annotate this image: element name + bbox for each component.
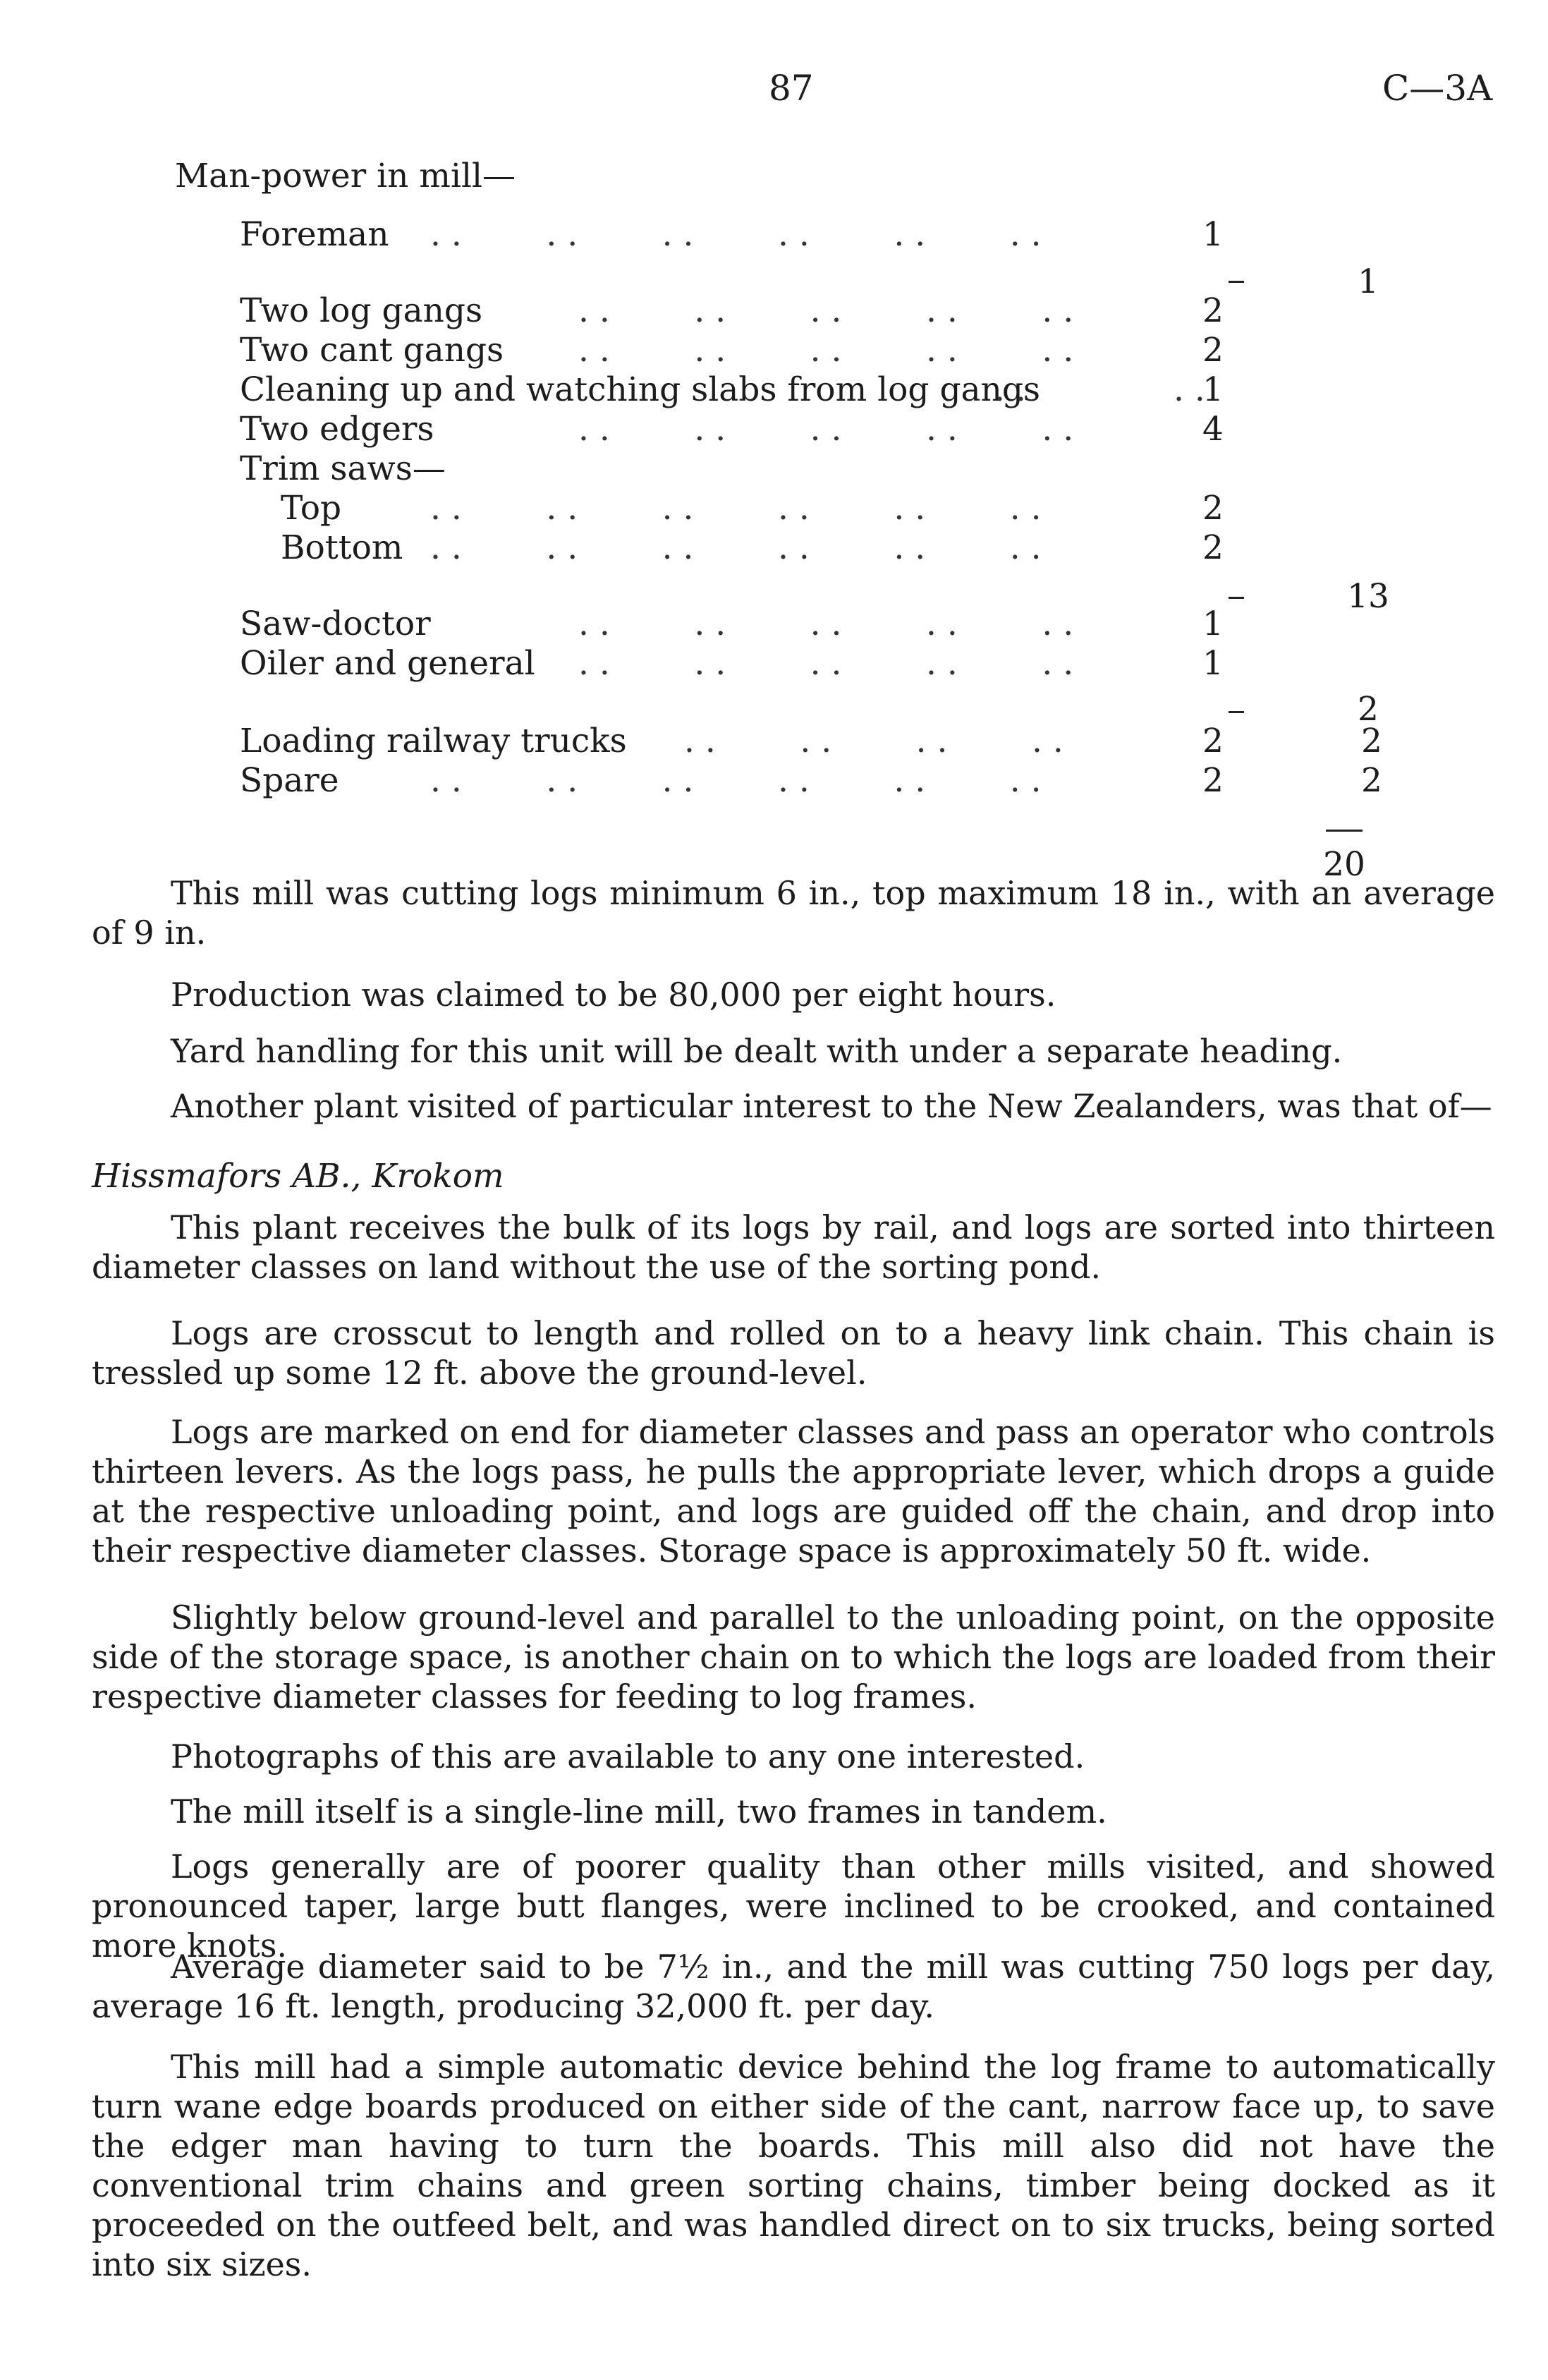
row-label: Bottom: [281, 528, 403, 567]
row-value: 1: [1202, 215, 1224, 254]
leader-dots: . . . . . . . .: [684, 722, 1064, 760]
table-title: Man-power in mill—: [175, 157, 516, 195]
row-value: 2: [1202, 489, 1224, 528]
row-label: Trim saws—: [240, 449, 446, 488]
leader-dots: . . . .: [994, 370, 1205, 409]
table-row: [240, 449, 1439, 489]
subtotal-foreman: 1: [1358, 262, 1379, 301]
row-label: Two cant gangs: [240, 331, 504, 370]
leader-dots: . . . . . . . . . .: [578, 644, 1074, 683]
paragraph: Production was claimed to be 80,000 per eight hours.: [171, 976, 1056, 1014]
paragraph: Average diameter said to be 7½ in., and the mill was cutting 750 logs per day, average 16 ft. length, producing 32,000 ft. per day.: [92, 1948, 1495, 2025]
row-label: Two edgers: [240, 410, 434, 449]
table-row: [240, 644, 1439, 684]
table-row: [240, 410, 1439, 449]
row-label: Oiler and general: [240, 644, 535, 683]
leader-dots: . . . . . . . . . .: [578, 605, 1074, 643]
paragraph: Yard handling for this unit will be dealt with under a separate heading.: [171, 1032, 1343, 1070]
total-rule: [1326, 830, 1363, 832]
table-row: [240, 722, 1439, 761]
row-value: 4: [1202, 410, 1224, 449]
leader-dots: . . . . . . . . . .: [578, 331, 1074, 370]
leader-dots: . . . . . . . . . . . .: [430, 215, 1042, 254]
paragraph: This plant receives the bulk of its logs by rail, and logs are sorted into thirteen diameter classes on land without the use of the sorting pond.: [92, 1208, 1495, 1286]
paragraph: Slightly below ground-level and parallel to the unloading point, on the opposite side of the storage space, is another chain on to which the logs are loaded from their respective diameter classes for feeding to log frames.: [92, 1598, 1495, 1716]
page-number: 87: [769, 68, 814, 109]
section-heading: Hissmafors AB., Krokom: [92, 1157, 504, 1196]
paragraph: Another plant visited of particular interest to the New Zealanders, was that of—: [171, 1087, 1492, 1125]
paragraph: Photographs of this are available to any one interested.: [171, 1737, 1085, 1775]
table-row: [240, 291, 1439, 331]
leader-dots: . . . . . . . . . . . .: [430, 528, 1042, 567]
subtotal-rule: [1229, 281, 1244, 283]
subtotal-rule: [1229, 597, 1244, 599]
table-row: [240, 761, 1439, 801]
row-label: Top: [281, 489, 342, 528]
subtotal-rule: [1229, 711, 1244, 713]
row-value: 1: [1202, 370, 1224, 409]
table-row: [240, 605, 1439, 644]
row-value: 2: [1202, 291, 1224, 330]
row-value: 1: [1202, 605, 1224, 643]
paragraph: Logs are crosscut to length and rolled on to a heavy link chain. This chain is tressled up some 12 ft. above the ground-level.: [92, 1314, 1495, 1392]
row-label: Foreman: [240, 215, 389, 254]
table-row: [240, 215, 1439, 255]
paragraph: Logs are marked on end for diameter classes and pass an operator who controls thirteen levers. As the logs pass, he pulls the appropriate lever, which drops a guide at the respective unloading point, and logs are guided off the chain, and drop into their respective diameter classes. Storage space is approximately 50 ft. wide.: [92, 1413, 1495, 1570]
paragraph: This mill had a simple automatic device behind the log frame to automatically turn wane edge boards produced on either side of the cant, narrow face up, to save the edger man having to turn the boards. This mill also did not have the conventional trim chains and green sorting chains, timber being docked as it proceeded on the outfeed belt, and was handled direct on to six trucks, being sorted into six sizes.: [92, 2048, 1495, 2283]
leader-dots: . . . . . . . . . .: [578, 410, 1074, 449]
row-value: 2: [1202, 761, 1224, 800]
paragraph: The mill itself is a single-line mill, two frames in tandem.: [171, 1792, 1107, 1830]
paragraph: Logs generally are of poorer quality than other mills visited, and showed pronounced taper, large butt flanges, were inclined to be crooked, and contained more knots.: [92, 1847, 1495, 1965]
row-label: Saw-doctor: [240, 605, 431, 643]
table-row: [240, 370, 1439, 410]
row-label: Spare: [240, 761, 339, 800]
leader-dots: . . . . . . . . . . . .: [430, 761, 1042, 800]
leader-dots: . . . . . . . . . .: [578, 291, 1074, 330]
row-value: 1: [1202, 644, 1224, 683]
row-label: Loading railway trucks: [240, 722, 627, 760]
paragraph: This mill was cutting logs minimum 6 in., top maximum 18 in., with an average of 9 in.: [92, 874, 1495, 952]
leader-dots: . . . . . . . . . . . .: [430, 489, 1042, 528]
subtotal-doctor: 2: [1358, 690, 1379, 729]
grand-total: 20: [1323, 845, 1365, 884]
row-value: 2: [1202, 331, 1224, 370]
row-subtotal: 2: [1361, 722, 1382, 760]
row-label: Cleaning up and watching slabs from log gangs: [240, 370, 1041, 409]
row-label: Two log gangs: [240, 291, 483, 330]
document-code: C—3A: [1382, 68, 1493, 109]
table-row: [240, 489, 1439, 528]
table-row: [240, 331, 1439, 370]
table-row: [240, 528, 1439, 568]
row-value: 2: [1202, 528, 1224, 567]
row-subtotal: 2: [1361, 761, 1382, 800]
row-value: 2: [1202, 722, 1224, 760]
subtotal-mill: 13: [1347, 577, 1389, 616]
